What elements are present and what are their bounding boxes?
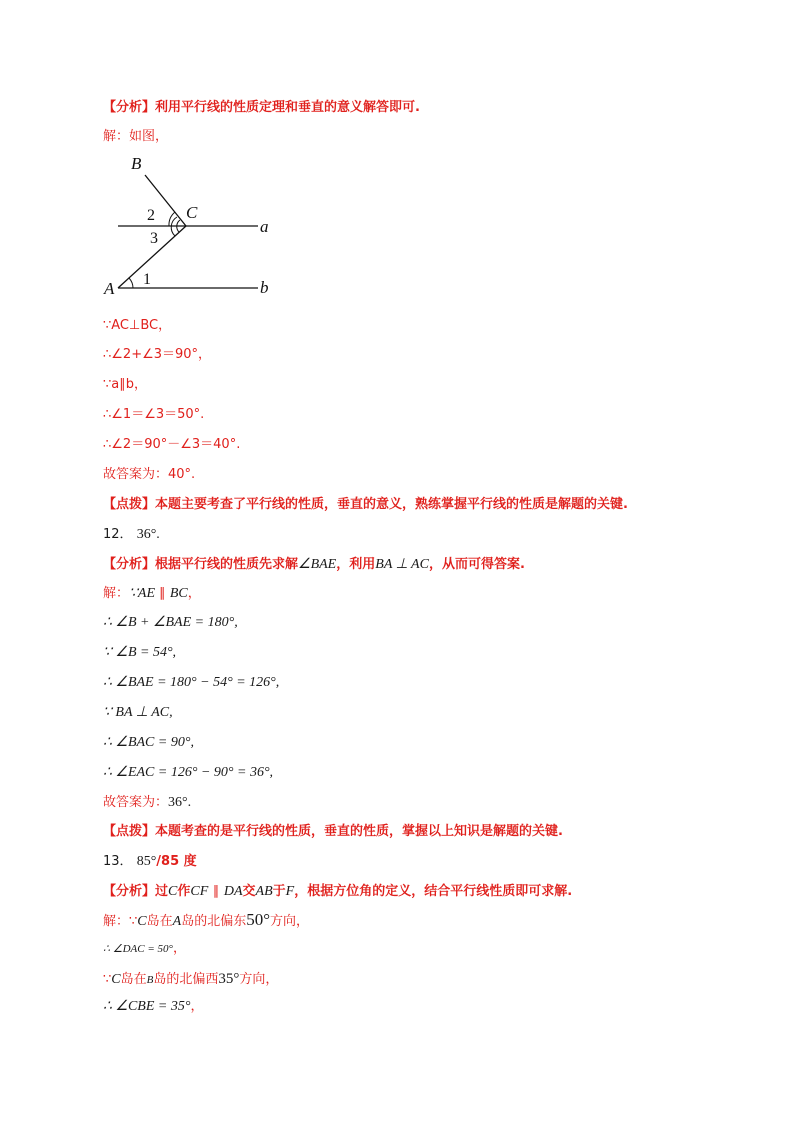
q11-step-5: ∴∠2＝90°－∠3＝40°.: [103, 437, 241, 452]
point-c: C: [168, 884, 178, 899]
answer-math: 36°.: [168, 795, 192, 810]
bc-expr: BC: [169, 586, 188, 601]
point-c: C: [137, 914, 147, 929]
answer-math: 85°: [136, 854, 157, 869]
analysis-tag: 【分析】: [103, 557, 156, 572]
point-a: A: [172, 914, 182, 929]
bearing-50: 50°: [246, 910, 271, 929]
label-a-point: A: [104, 279, 115, 298]
point-b: B: [146, 974, 154, 986]
q13-analysis: [103, 883, 572, 901]
segment-ab: AB: [255, 884, 273, 899]
label-angle-1: 1: [143, 271, 151, 288]
analysis-tag: 【分析】: [103, 100, 156, 115]
q11-answer: 故答案为：40°.: [103, 467, 196, 482]
tip-tag: 【点拨】: [103, 824, 156, 839]
bearing-35: 35°: [218, 971, 240, 987]
q13-step-3: [103, 970, 278, 989]
answer-value: 36°.: [136, 527, 160, 542]
analysis-text-2: ，利用: [336, 557, 376, 572]
line-end: ，: [172, 941, 186, 956]
step-text-2: 岛在: [120, 972, 147, 987]
q11-analysis: [103, 99, 420, 117]
parallel-symbol: ∥: [159, 586, 166, 601]
angle-1-arc: [129, 278, 133, 288]
ae-expr: ∵AE: [129, 586, 156, 601]
label-c-point: C: [186, 203, 198, 222]
question-number: 13．: [103, 854, 133, 869]
q11-step-3: ∵a∥b，: [103, 377, 147, 392]
step-text-1: ∵: [103, 972, 112, 987]
angle-cbe-expr: ∴ ∠CBE = 35°: [103, 999, 191, 1014]
analysis-text-1: 过: [155, 884, 169, 899]
analysis-text-1: 根据平行线的性质先求解: [155, 557, 299, 572]
point-c: C: [111, 972, 121, 987]
q11-tip: [103, 496, 628, 514]
step-text-2: 岛在: [146, 914, 173, 929]
q12-line-3: ∵ ∠B = 54°,: [103, 645, 177, 660]
analysis-text-3: ，从而可得答案.: [428, 557, 525, 572]
angle-bae: ∠BAE: [298, 557, 337, 572]
answer-text: /85 度: [156, 854, 197, 869]
analysis-text-5: ，根据方位角的定义，结合平行线性质即可求解.: [294, 884, 573, 899]
label-line-b: b: [260, 278, 269, 297]
analysis-text: 利用平行线的性质定理和垂直的意义解答即可.: [155, 100, 420, 115]
q11-step-2: ∴∠2+∠3＝90°，: [103, 347, 212, 362]
ba-perp-ac: BA ⊥ AC: [375, 557, 429, 572]
q12-line-1: [103, 585, 201, 603]
segment-da: DA: [223, 884, 243, 899]
analysis-tag: 【分析】: [103, 884, 156, 899]
analysis-text-3: 交: [242, 884, 256, 899]
question-number: 12．: [103, 527, 133, 542]
parallel-symbol: ∥: [212, 884, 220, 899]
label-angle-2: 2: [147, 207, 155, 224]
step-text-4: 方向，: [270, 914, 310, 929]
point-f: F: [285, 884, 295, 899]
q13-step-4: [103, 998, 203, 1016]
step-text-4: 方向，: [239, 972, 279, 987]
q12-tip: [103, 823, 563, 841]
q12-line-2: ∴ ∠B + ∠BAE = 180°,: [103, 615, 238, 630]
answer-label: 故答案为：: [103, 795, 169, 810]
parallel-lines-figure: [100, 150, 280, 300]
label-b-point: B: [131, 154, 142, 173]
line-end: ，: [190, 999, 204, 1014]
q13-step-2: [103, 940, 186, 958]
q12-line-4: ∴ ∠BAE = 180° − 54° = 126°,: [103, 675, 280, 690]
q12-line-6: ∴ ∠BAC = 90°,: [103, 735, 194, 750]
tip-tag: 【点拨】: [103, 497, 156, 512]
line-end: ，: [187, 586, 201, 601]
label-line-a: a: [260, 217, 269, 236]
q12-line-5: ∵ BA ⊥ AC,: [103, 705, 173, 720]
q13-heading: [103, 853, 197, 871]
label-angle-3: 3: [150, 230, 158, 247]
q11-step-4: ∴∠1＝∠3＝50°.: [103, 407, 205, 422]
step-text-1: 解：∵: [103, 914, 138, 929]
analysis-text-4: 于: [272, 884, 286, 899]
q12-line-7: ∴ ∠EAC = 126° − 90° = 36°,: [103, 765, 274, 780]
q11-solution-label: 解：如图，: [103, 129, 169, 144]
solution-label: 解：: [103, 586, 130, 601]
analysis-text-2: 作: [177, 884, 191, 899]
q12-answer: [103, 794, 191, 812]
q12-heading: [103, 526, 160, 544]
segment-cf: CF: [190, 884, 209, 899]
q12-analysis: [103, 556, 525, 574]
step-text-3: 岛的北偏东: [181, 914, 247, 929]
step-text-3: 岛的北偏西: [153, 972, 219, 987]
angle-dac-expr: ∴ ∠DAC = 50°: [103, 943, 173, 955]
tip-text: 本题考查的是平行线的性质，垂直的性质，掌握以上知识是解题的关键.: [155, 824, 563, 839]
tip-text: 本题主要考查了平行线的性质，垂直的意义，熟练掌握平行线的性质是解题的关键.: [155, 497, 628, 512]
q11-step-1: ∵AC⊥BC，: [103, 318, 172, 333]
q13-step-1: [103, 911, 309, 931]
